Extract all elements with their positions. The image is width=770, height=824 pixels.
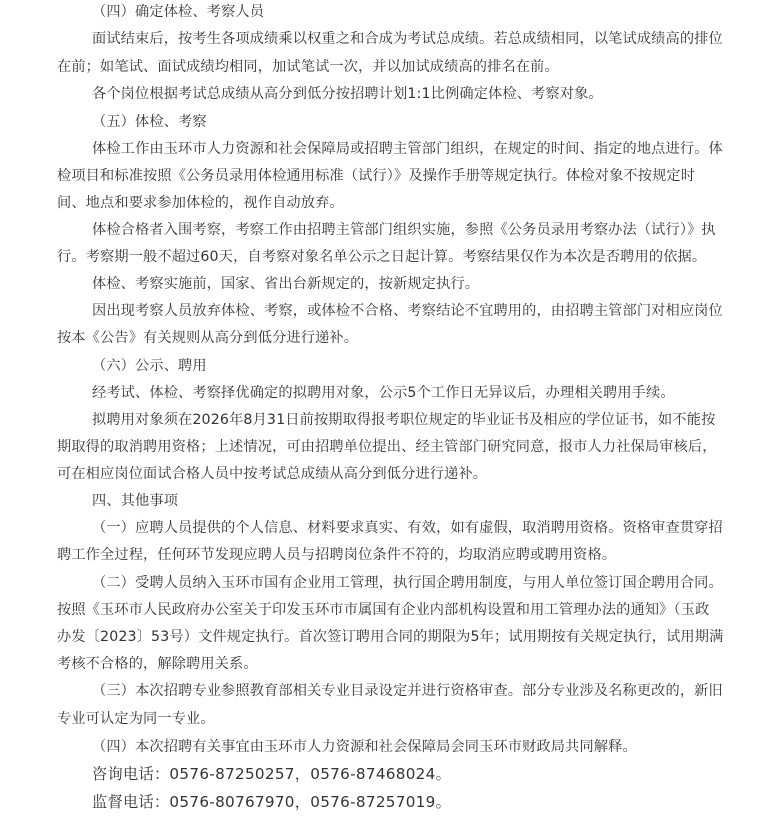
consultation-phone: 咨询电话：0576-87250257，0576-87468024。 (92, 765, 452, 783)
paragraph-line: 行。考察期一般不超过60天，自考察对象名单公示之日起计算。考察结果仅作为本次是否聘用的依据。 (57, 249, 707, 265)
paragraph-line: 体检合格者入围考察，考察工作由招聘主管部门组织实施，参照《公务员录用考察办法（试行）》执 (92, 222, 716, 238)
paragraph-line: 期取得的取消聘用资格；上述情况，可由招聘单位提出、经主管部门研究同意，报市人力社保局审核后， (57, 439, 717, 455)
paragraph-line: 拟聘用对象须在2026年8月31日前按期取得报考职位规定的毕业证书及相应的学位证书，如不能按 (92, 412, 716, 428)
paragraph-line: 专业可认定为同一专业。 (57, 711, 215, 727)
paragraph-line: （三）本次招聘专业参照教育部相关专业目录设定并进行资格审查。部分专业涉及名称更改的，新旧 (92, 683, 723, 699)
paragraph-line: 体检、考察实施前，国家、省出台新规定的，按新规定执行。 (92, 276, 480, 292)
paragraph-line: （二）受聘人员纳入玉环市国有企业用工管理，执行国企聘用制度，与用人单位签订国企聘用合同。 (92, 575, 723, 591)
paragraph-line: 经考试、体检、考察择优确定的拟聘用对象，公示5个工作日无异议后，办理相关聘用手续。 (92, 385, 675, 401)
paragraph-line: 间、地点和要求参加体检的，视作自动放弃。 (57, 195, 344, 211)
paragraph-line: 按照《玉环市人民政府办公室关于印发玉环市市属国有企业内部机构设置和用工管理办法的通知》（玉政 (57, 602, 710, 618)
paragraph-line: 考核不合格的，解除聘用关系。 (57, 656, 258, 672)
supervision-phone: 监督电话：0576-80767970，0576-87257019。 (92, 793, 452, 811)
paragraph-line: 可在相应岗位面试合格人员中按考试总成绩从高分到低分进行递补。 (57, 466, 488, 482)
paragraph-line: 各个岗位根据考试总成绩从高分到低分按招聘计划1:1比例确定体检、考察对象。 (92, 86, 603, 102)
paragraph-line: 聘工作全过程，任何环节发现应聘人员与招聘岗位条件不符的，均取消应聘或聘用资格。 (57, 547, 617, 563)
section-heading-6: （六）公示、聘用 (92, 358, 207, 374)
paragraph-line: 按本《公告》有关规则从高分到低分进行递补。 (57, 330, 359, 346)
section-heading-other-matters: 四、其他事项 (92, 493, 179, 509)
paragraph-line: 办发〔2023〕53号）文件规定执行。首次签订聘用合同的期限为5年；试用期按有关规定执行，试用期满 (57, 629, 724, 645)
paragraph-line: （四）本次招聘有关事宜由玉环市人力资源和社会保障局会同玉环市财政局共同解释。 (92, 739, 637, 755)
paragraph-line: 面试结束后，按考生各项成绩乘以权重之和合成为考试总成绩。若总成绩相同，以笔试成绩高的排位 (92, 31, 723, 47)
paragraph-line: 检项目和标准按照《公务员录用体检通用标准（试行）》及操作手册等规定执行。体检对象不按规定时 (57, 168, 696, 184)
section-heading-4: （四）确定体检、考察人员 (92, 4, 265, 20)
paragraph-line: 在前；如笔试、面试成绩均相同，加试笔试一次，并以加试成绩高的排名在前。 (57, 59, 559, 75)
paragraph-line: 因出现考察人员放弃体检、考察，或体检不合格、考察结论不宜聘用的，由招聘主管部门对相应岗位 (92, 303, 723, 319)
paragraph-line: 体检工作由玉环市人力资源和社会保障局或招聘主管部门组织，在规定的时间、指定的地点进行。体 (92, 141, 723, 157)
paragraph-line: （一）应聘人员提供的个人信息、材料要求真实、有效，如有虚假，取消聘用资格。资格审查贯穿招 (92, 520, 723, 536)
section-heading-5: （五）体检、考察 (92, 114, 207, 130)
